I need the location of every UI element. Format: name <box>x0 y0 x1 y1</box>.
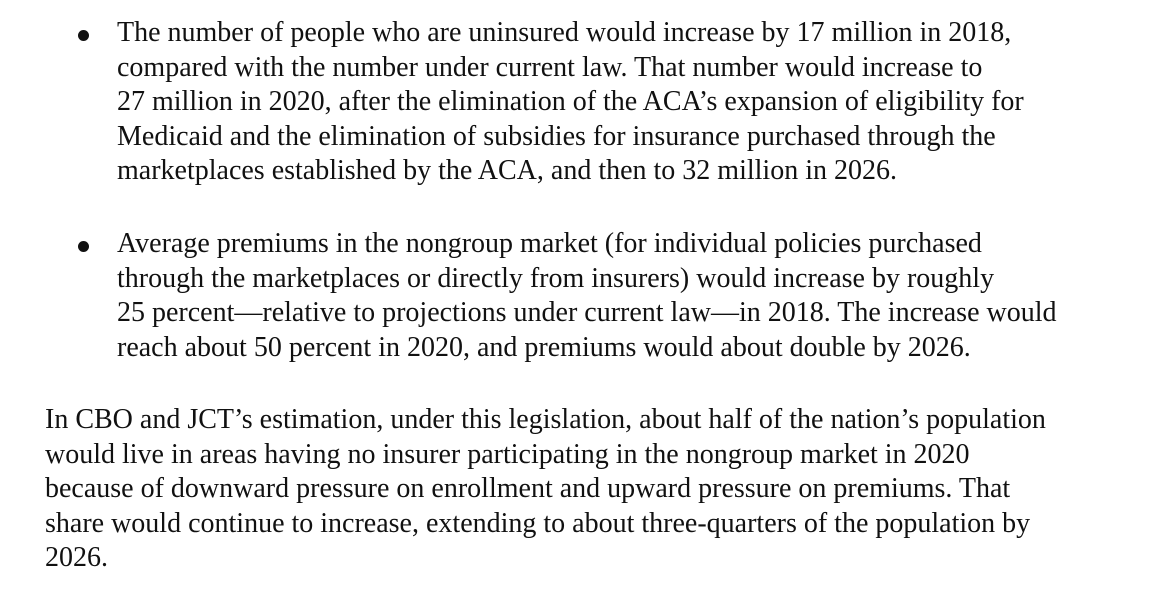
text-line: would live in areas having no insurer participating in the nongroup market in 2020 <box>45 438 970 470</box>
text-line: 25 percent—relative to projections under current law—in 2018. The increase would <box>117 297 1057 328</box>
text-line: through the marketplaces or directly from insurers) would increase by roughly <box>117 262 995 294</box>
text-line: Medicaid and the elimination of subsidies for insurance purchased through the <box>117 120 996 152</box>
text-line: share would continue to increase, extending to about three-quarters of the population by <box>45 507 1031 539</box>
text-line: marketplaces established by the ACA, and then to 32 million in 2026. <box>117 155 897 186</box>
bullet-dot-icon <box>78 30 89 41</box>
text-line: 27 million in 2020, after the elimination of the ACA’s expansion of eligibility for <box>117 86 1024 117</box>
text-line: because of downward pressure on enrollment and upward pressure on premiums. That <box>45 473 1011 504</box>
text-line: In CBO and JCT’s estimation, under this legislation, about half of the nation’s population <box>45 404 1046 435</box>
bullet-text <box>117 227 1157 365</box>
text-line: 2026. <box>45 542 108 573</box>
bullet-dot-icon <box>78 241 89 252</box>
bullet-text <box>117 16 1157 189</box>
text-line: reach about 50 percent in 2020, and premiums would about double by 2026. <box>117 331 971 363</box>
text-line: compared with the number under current law. That number would increase to <box>117 51 983 83</box>
text-line: The number of people who are uninsured would increase by 17 million in 2018, <box>117 17 1012 48</box>
body-paragraph <box>45 403 1155 576</box>
text-line: Average premiums in the nongroup market (for individual policies purchased <box>117 228 982 259</box>
